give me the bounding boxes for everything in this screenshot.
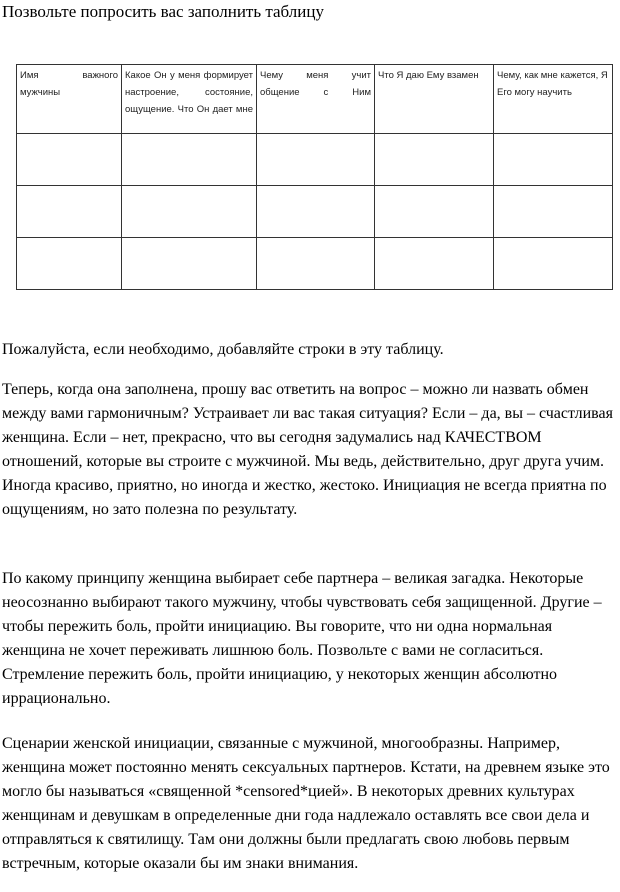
document-heading: Позвольте попросить вас заполнить таблицу: [2, 2, 324, 21]
table-cell[interactable]: [122, 238, 257, 290]
table-header-cell: Что Я даю Ему взамен: [375, 65, 494, 134]
paragraph-add-rows: Пожалуйста, если необходимо, добавляйте строки в эту таблицу.: [2, 341, 444, 358]
table-cell[interactable]: [494, 186, 613, 238]
table-header-cell: Имя важного мужчины: [17, 65, 122, 134]
table-cell[interactable]: [375, 186, 494, 238]
table-row: [17, 238, 613, 290]
paragraph-partner-choice: По какому принципу женщина выбирает себе партнера – великая загадка. Некоторые неосознанно выбирают такого мужчину, чтобы чувствовать себя защищенной. Другие – чтобы пережить боль, пройти инициацию. Вы говорите, что ни одна нормальная женщина не хочет переживать лишнюю боль. Позвольте с вами не согласиться. Стремление пережить боль, пройти инициацию, у некоторых женщин абсолютно иррационально.: [2, 570, 602, 707]
table-cell[interactable]: [17, 134, 122, 186]
table-cell[interactable]: [257, 186, 375, 238]
table-header-cell: Чему меня учит общение с Ним: [257, 65, 375, 134]
worksheet-table: [16, 64, 613, 290]
table-cell[interactable]: [122, 186, 257, 238]
table-header-cell: Чему, как мне кажется, Я Его могу научить: [494, 65, 613, 134]
table-cell[interactable]: [494, 238, 613, 290]
table-header-row: [17, 65, 613, 134]
paragraph-initiation-scenarios: Сценарии женской инициации, связанные с мужчиной, многообразны. Например, женщина может постоянно менять сексуальных партнеров. Кстати, на древнем языке это могло бы называться «священной *censored*цией». В некоторых древних культурах женщинам и девушкам в определенные дни года надлежало оставлять все свои дела и отправляться к святилищу. Там они должны были предлагать свою любовь первым встречным, которые оказали бы им знаки внимания.: [2, 735, 610, 872]
table-cell[interactable]: [17, 238, 122, 290]
table-cell[interactable]: [375, 238, 494, 290]
table-cell[interactable]: [257, 134, 375, 186]
paragraph-harmony-question: Теперь, когда она заполнена, прошу вас ответить на вопрос – можно ли назвать обмен между вами гармоничным? Устраивает ли вас такая ситуация? Если – да, вы – счастливая женщина. Если – нет, прекрасно, что вы сегодня задумались над КАЧЕСТВОМ отношений, которые вы строите с мужчиной. Мы ведь, действительно, друг друга учим. Иногда красиво, приятно, но иногда и жестко, жестоко. Инициация не всегда приятна по ощущениям, но зато полезна по результату.: [2, 381, 613, 518]
worksheet-table-wrapper: [16, 64, 613, 290]
table-cell[interactable]: [494, 134, 613, 186]
table-header-cell: Какое Он у меня формирует настроение, состояние, ощущение. Что Он дает мне: [122, 65, 257, 134]
table-row: [17, 186, 613, 238]
table-cell[interactable]: [122, 134, 257, 186]
table-cell[interactable]: [17, 186, 122, 238]
table-cell[interactable]: [257, 238, 375, 290]
table-row: [17, 134, 613, 186]
table-cell[interactable]: [375, 134, 494, 186]
